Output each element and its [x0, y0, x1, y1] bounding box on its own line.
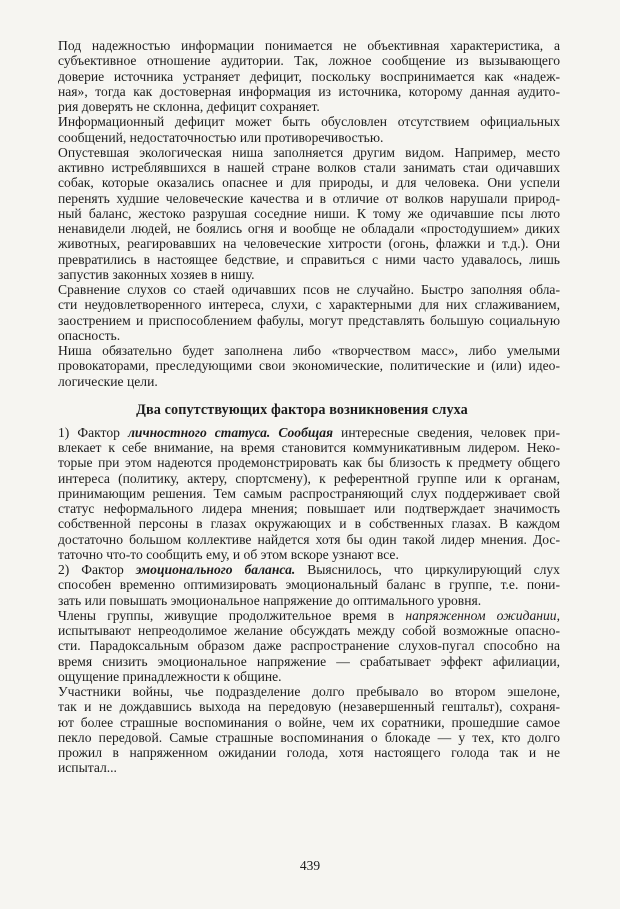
paragraph-ecological-niche	[44, 145, 560, 282]
text-line: Информационный дефицит может быть обусловлен отсутствием официальных	[58, 114, 560, 130]
text-line: сообщений, недостаточностью или противоречивостью.	[58, 129, 384, 145]
text-line: влекает к себе внимание, на время становится коммуникативным лидером. Неко-	[58, 440, 560, 455]
text-line: логические цели.	[58, 373, 158, 389]
text-line: собственной персоны в глазах окружающих и в собственных глазах. В каждом	[58, 516, 560, 532]
text-line: опасность.	[58, 327, 121, 343]
text-line: Под надежностью информации понимается не объективная характеристика, а	[58, 38, 560, 53]
text-line: Ниша обязательно будет заполнена либо «творчеством масс», либо умелыми	[58, 343, 560, 358]
factor-prefix: 1) Фактор	[58, 424, 128, 440]
paragraph-war-veterans	[44, 684, 560, 776]
text-line: пекло передовой. Самые страшные воспоминания о блокаде — у тех, кто долго	[58, 729, 560, 745]
text-line: статус неформального лидера мнения; повышает или подтверждает значимость	[58, 501, 560, 516]
paragraph-info-deficit	[44, 114, 560, 145]
section-heading: Два сопутствующих фактора возникновения слуха	[136, 401, 468, 418]
text-fragment: ,	[556, 607, 560, 623]
text-line: Участники войны, чье подразделение долго пребывало во втором эшелоне,	[58, 684, 560, 699]
factor-text: интересные сведения, человек при-	[333, 424, 560, 440]
text-line: превратились в настоящее бедствие, и справиться с ними часто удавалось, лишь	[58, 251, 560, 267]
text-line: таточно что-то сообщить ему, и об этом вскоре узнают все.	[58, 546, 399, 562]
text-line: субъективное отношение аудитории. Так, ложное сообщение из вызывающего	[58, 53, 560, 69]
text-line: запустив законных хозяев в нишу.	[58, 266, 255, 282]
text-line: животных, реагировавших на человеческие хитрости (огонь, флажки и т.д.). Они	[58, 236, 560, 252]
text-line: сти неудовлетворенного интереса, слухи, с характерными для них сглаживанием,	[58, 297, 560, 313]
paragraph-comparison	[44, 282, 560, 343]
text-fragment: Члены группы, живущие продолжительное время в	[58, 607, 406, 623]
factor-text: Выяснилось, что циркулирующий слух	[295, 562, 560, 577]
paragraph-group-members	[44, 608, 560, 684]
text-line: активно истреблявшихся в нашей стране волков стали занимать стаи одичавших	[58, 160, 560, 175]
text-line: ощущение принадлежности к общине.	[58, 668, 282, 684]
paragraph-niche-filled	[44, 343, 560, 389]
text-line: Сравнение слухов со стаей одичавших псов не случайно. Быстро заполняя обла-	[58, 282, 560, 297]
text-line: испытывают непреодолимое желание обсуждать между собой возможные опасно-	[58, 623, 560, 638]
paragraph-factor-emotional	[44, 562, 560, 608]
text-line	[44, 425, 560, 440]
text-line: сти. Парадоксальным образом даже распространение слухов-пугал способно на	[58, 638, 560, 654]
text-line: торые при этом надеются продемонстрировать как бы близость к предмету общего	[58, 455, 560, 471]
text-line: ный баланс, жестоко разрушая соседние ниши. К тому же одичавшие псы люто	[58, 205, 560, 221]
text-line: собак, которые оказались опаснее и для природы, и для человека. Они успели	[58, 175, 560, 191]
text-line: провокаторами, преследующими свои экономические, политические и (или) идео-	[58, 358, 560, 374]
text-line: прожил в напряженном ожидании голода, хотя настоящего голода так и не	[58, 745, 560, 760]
factor-prefix: 2) Фактор	[58, 562, 136, 577]
text-line: достаточно большом коллективе найдется хотя бы один такой лидер мнения. Дос-	[58, 531, 560, 547]
text-line: заострением и приспособлением фабулы, могут представлять большую социальную	[58, 312, 560, 328]
text-line: ная», тогда как достоверная информация из источника, которому данная аудито-	[58, 83, 560, 99]
text-line: ют более страшные воспоминания о войне, чем их соратники, прошедшие самое	[58, 714, 560, 730]
text-line: ненавидели людей, не боялись огня и вообще не обладали «простодушием» диких	[58, 221, 560, 236]
factor-term: личностного статуса. Сообщая	[127, 424, 334, 440]
paragraph-factor-status	[44, 425, 560, 562]
text-line: способен временно оптимизировать эмоциональный баланс в группе, т.е. пони-	[58, 577, 560, 593]
text-line: перенять худшие человеческие качества и в отличие от волков нарушали природ-	[58, 190, 560, 206]
italic-term: напряженном ожидании	[405, 607, 557, 623]
text-line	[44, 562, 560, 577]
text-line: испытал...	[58, 760, 117, 776]
page-number: 439	[299, 858, 321, 873]
paragraph-reliability	[44, 38, 560, 114]
text-line: Опустевшая экологическая ниша заполняется другим видом. Например, место	[58, 144, 560, 160]
text-line: принимающим решения. Тем самым распространяющий слух поддерживает свой	[58, 485, 560, 501]
text-line: рия доверять не склонна, дефицит сохраняет.	[58, 99, 320, 114]
text-line	[44, 608, 560, 623]
text-line: интереса (политику, актеру, спортсмену), к референтной группе или к органам,	[58, 470, 560, 486]
text-line: время снизить эмоциональное напряжение — срабатывает эффект афилиации,	[58, 653, 560, 669]
text-line: так и не дождавшись выхода на передовую (незавершенный гештальт), сохраня-	[58, 699, 560, 715]
text-line: зать или повышать эмоциональное напряжение до оптимального уровня.	[58, 592, 482, 608]
text-line: доверие источника устраняет дефицит, поскольку воспринимается как «надеж-	[58, 68, 560, 84]
factor-term: эмоционального баланса.	[135, 562, 296, 577]
